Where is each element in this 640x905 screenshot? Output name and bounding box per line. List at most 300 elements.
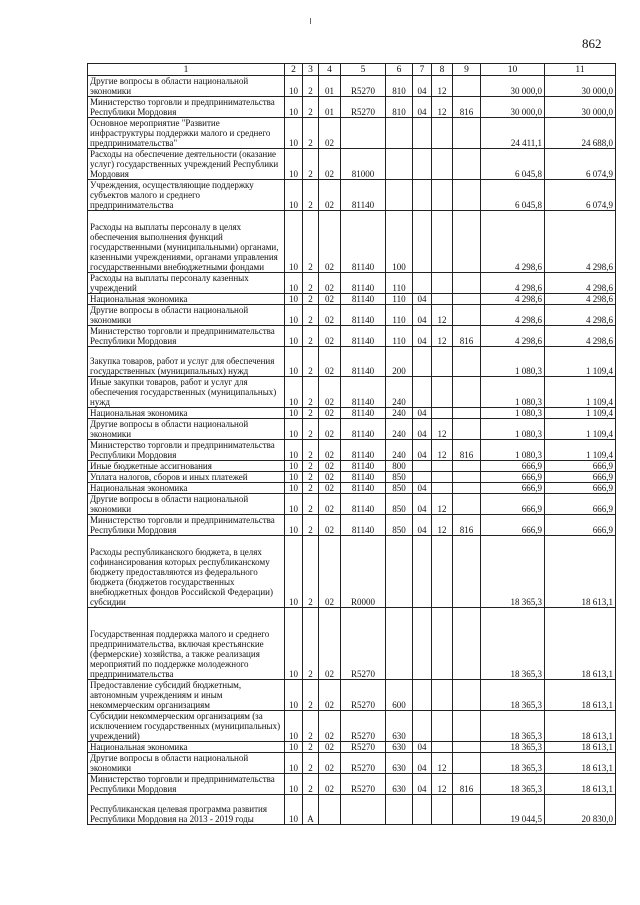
cell-col-5: 81140 [341, 494, 386, 515]
cell-col-9 [453, 608, 481, 680]
cell-col-11: 18 613,1 [545, 753, 616, 774]
cell-col-9: 816 [453, 97, 481, 118]
cell-col-11: 18 613,1 [545, 536, 616, 608]
cell-col-11: 666,9 [545, 515, 616, 536]
cell-col-3: 2 [303, 472, 319, 483]
cell-col-6: 850 [386, 472, 413, 483]
cell-col-8 [432, 461, 453, 472]
cell-col-7: 04 [413, 76, 432, 97]
cell-col-11: 666,9 [545, 483, 616, 494]
cell-col-8 [432, 795, 453, 825]
cell-col-8: 12 [432, 440, 453, 461]
cell-col-4: 02 [319, 180, 341, 211]
row-name-cell: Субсидии некоммерческим организациям (за исключением государственных (муниципальных) учреждений) [88, 711, 285, 742]
cell-col-6: 110 [386, 305, 413, 326]
table-row [88, 76, 616, 97]
cell-col-10: 666,9 [481, 494, 545, 515]
cell-col-3: 2 [303, 419, 319, 440]
table-row [88, 149, 616, 180]
cell-col-9 [453, 461, 481, 472]
cell-col-8 [432, 483, 453, 494]
cell-col-4: 02 [319, 326, 341, 347]
cell-col-11: 6 074,9 [545, 180, 616, 211]
row-name-cell: Расходы республиканского бюджета, в целях софинансирования которых республиканскому бюджету предоставляются из федерального бюджета (бюджетов государственных внебюджетных фондов Российской Федерации) субсидии [88, 536, 285, 608]
cell-col-3: 2 [303, 211, 319, 273]
cell-col-8 [432, 472, 453, 483]
cell-col-6: 810 [386, 97, 413, 118]
cell-col-6 [386, 536, 413, 608]
cell-col-3: 2 [303, 753, 319, 774]
cell-col-7 [413, 608, 432, 680]
header-cell-5: 5 [341, 64, 386, 76]
cell-col-11: 18 613,1 [545, 774, 616, 795]
cell-col-9 [453, 711, 481, 742]
cell-col-5: 81140 [341, 180, 386, 211]
header-cell-1: 1 [88, 64, 285, 76]
cell-col-8 [432, 742, 453, 753]
cell-col-8 [432, 408, 453, 419]
cell-col-3: 2 [303, 515, 319, 536]
cell-col-11: 4 298,6 [545, 273, 616, 294]
cell-col-5: 81140 [341, 461, 386, 472]
cell-col-10: 4 298,6 [481, 211, 545, 273]
cell-col-4: 02 [319, 536, 341, 608]
cell-col-9: 816 [453, 774, 481, 795]
cell-col-10: 1 080,3 [481, 408, 545, 419]
cell-col-5: 81000 [341, 149, 386, 180]
cell-col-5: 81140 [341, 326, 386, 347]
cell-col-8 [432, 211, 453, 273]
cell-col-6 [386, 795, 413, 825]
cell-col-6: 200 [386, 347, 413, 377]
cell-col-11: 6 074,9 [545, 149, 616, 180]
cell-col-4: 02 [319, 273, 341, 294]
cell-col-10: 666,9 [481, 472, 545, 483]
row-name-cell: Национальная экономика [88, 742, 285, 753]
cell-col-5: R5270 [341, 774, 386, 795]
cell-col-2: 10 [285, 76, 303, 97]
cell-col-10: 18 365,3 [481, 774, 545, 795]
cell-col-5: R5270 [341, 608, 386, 680]
cell-col-4: 02 [319, 711, 341, 742]
cell-col-7: 04 [413, 294, 432, 305]
cell-col-6 [386, 608, 413, 680]
cell-col-5: R0000 [341, 536, 386, 608]
cell-col-7: 04 [413, 494, 432, 515]
row-name-cell: Другие вопросы в области национальной экономики [88, 753, 285, 774]
cell-col-5: R5270 [341, 97, 386, 118]
row-name-cell: Расходы на выплаты персоналу в целях обеспечения выполнения функций государственными (муниципальными) органами, казенными учреждениями, органами управления государственными внебюджетными фондами [88, 211, 285, 273]
page-number: 862 [582, 36, 602, 51]
cell-col-11: 18 613,1 [545, 711, 616, 742]
cell-col-5: 81140 [341, 515, 386, 536]
header-cell-4: 4 [319, 64, 341, 76]
cell-col-4: 02 [319, 305, 341, 326]
cell-col-8 [432, 680, 453, 711]
cell-col-10: 666,9 [481, 483, 545, 494]
cell-col-6: 850 [386, 483, 413, 494]
header-cell-8: 8 [432, 64, 453, 76]
cell-col-3: А [303, 795, 319, 825]
row-name-cell: Национальная экономика [88, 408, 285, 419]
table-row [88, 680, 616, 711]
cell-col-11: 4 298,6 [545, 294, 616, 305]
cell-col-2: 10 [285, 608, 303, 680]
cell-col-7: 04 [413, 419, 432, 440]
cell-col-8 [432, 711, 453, 742]
cell-col-10: 4 298,6 [481, 294, 545, 305]
header-cell-3: 3 [303, 64, 319, 76]
cell-col-3: 2 [303, 680, 319, 711]
header-cell-10: 10 [481, 64, 545, 76]
header-cell-2: 2 [285, 64, 303, 76]
cell-col-10: 18 365,3 [481, 608, 545, 680]
cell-col-10: 666,9 [481, 515, 545, 536]
cell-col-6: 630 [386, 774, 413, 795]
table-header-row [88, 64, 616, 76]
table-row [88, 753, 616, 774]
table-row [88, 608, 616, 680]
cell-col-10: 30 000,0 [481, 97, 545, 118]
cell-col-8: 12 [432, 515, 453, 536]
cell-col-9 [453, 483, 481, 494]
table-row [88, 536, 616, 608]
cell-col-6: 240 [386, 419, 413, 440]
cell-col-9 [453, 347, 481, 377]
cell-col-4: 02 [319, 377, 341, 408]
cell-col-7 [413, 118, 432, 149]
row-name-cell: Министерство торговли и предпринимательства Республики Мордовия [88, 440, 285, 461]
cell-col-7 [413, 149, 432, 180]
cell-col-6: 630 [386, 711, 413, 742]
cell-col-2: 10 [285, 347, 303, 377]
table-row [88, 180, 616, 211]
cell-col-11: 1 109,4 [545, 377, 616, 408]
cell-col-7 [413, 377, 432, 408]
cell-col-8 [432, 294, 453, 305]
cell-col-8: 12 [432, 97, 453, 118]
cell-col-4: 02 [319, 753, 341, 774]
cell-col-10: 1 080,3 [481, 419, 545, 440]
cell-col-7 [413, 795, 432, 825]
cell-col-7 [413, 536, 432, 608]
cell-col-2: 10 [285, 180, 303, 211]
cell-col-9 [453, 377, 481, 408]
cell-col-4: 02 [319, 774, 341, 795]
table-row [88, 97, 616, 118]
cell-col-11: 4 298,6 [545, 211, 616, 273]
cell-col-9 [453, 419, 481, 440]
cell-col-10: 6 045,8 [481, 149, 545, 180]
cell-col-6: 800 [386, 461, 413, 472]
cell-col-5: R5270 [341, 76, 386, 97]
cell-col-5 [341, 795, 386, 825]
cell-col-11: 30 000,0 [545, 76, 616, 97]
cell-col-6: 110 [386, 273, 413, 294]
cell-col-3: 2 [303, 149, 319, 180]
cell-col-3: 2 [303, 294, 319, 305]
row-name-cell: Министерство торговли и предпринимательства Республики Мордовия [88, 326, 285, 347]
row-name-cell: Другие вопросы в области национальной экономики [88, 494, 285, 515]
row-name-cell: Уплата налогов, сборов и иных платежей [88, 472, 285, 483]
cell-col-4: 02 [319, 742, 341, 753]
cell-col-2: 10 [285, 211, 303, 273]
table-row [88, 774, 616, 795]
cell-col-6: 110 [386, 294, 413, 305]
cell-col-9 [453, 118, 481, 149]
table-row [88, 211, 616, 273]
cell-col-9 [453, 294, 481, 305]
row-name-cell: Закупка товаров, работ и услуг для обеспечения государственных (муниципальных) нужд [88, 347, 285, 377]
cell-col-6: 240 [386, 408, 413, 419]
cell-col-10: 18 365,3 [481, 680, 545, 711]
row-name-cell: Национальная экономика [88, 483, 285, 494]
row-name-cell: Основное мероприятие "Развитие инфраструктуры поддержки малого и среднего предпринимательства" [88, 118, 285, 149]
table-row [88, 494, 616, 515]
cell-col-2: 10 [285, 515, 303, 536]
cell-col-4: 02 [319, 294, 341, 305]
cell-col-4: 02 [319, 440, 341, 461]
cell-col-7: 04 [413, 515, 432, 536]
cell-col-9 [453, 149, 481, 180]
cell-col-3: 2 [303, 608, 319, 680]
table-row [88, 795, 616, 825]
cell-col-11: 1 109,4 [545, 347, 616, 377]
table-row [88, 472, 616, 483]
cell-col-3: 2 [303, 536, 319, 608]
cell-col-10: 666,9 [481, 461, 545, 472]
cell-col-10: 18 365,3 [481, 711, 545, 742]
row-name-cell: Министерство торговли и предпринимательства Республики Мордовия [88, 515, 285, 536]
cell-col-3: 2 [303, 483, 319, 494]
cell-col-3: 2 [303, 76, 319, 97]
cell-col-5: 81140 [341, 305, 386, 326]
cell-col-8 [432, 273, 453, 294]
cell-col-2: 10 [285, 440, 303, 461]
cell-col-5: R5270 [341, 711, 386, 742]
cell-col-3: 2 [303, 273, 319, 294]
cell-col-9 [453, 305, 481, 326]
cell-col-9 [453, 742, 481, 753]
cell-col-2: 10 [285, 774, 303, 795]
cell-col-11: 4 298,6 [545, 305, 616, 326]
cell-col-2: 10 [285, 461, 303, 472]
table-row [88, 440, 616, 461]
cell-col-3: 2 [303, 305, 319, 326]
table-row [88, 742, 616, 753]
cell-col-5: R5270 [341, 753, 386, 774]
cell-col-4: 02 [319, 494, 341, 515]
cell-col-11: 666,9 [545, 472, 616, 483]
cell-col-6: 630 [386, 753, 413, 774]
table-row [88, 347, 616, 377]
table-row [88, 326, 616, 347]
cell-col-4: 02 [319, 515, 341, 536]
cell-col-9: 816 [453, 440, 481, 461]
cell-col-8 [432, 608, 453, 680]
cell-col-7 [413, 211, 432, 273]
cell-col-2: 10 [285, 536, 303, 608]
cell-col-11: 20 830,0 [545, 795, 616, 825]
cell-col-3: 2 [303, 461, 319, 472]
cell-col-11: 1 109,4 [545, 440, 616, 461]
cell-col-8: 12 [432, 494, 453, 515]
row-name-cell: Национальная экономика [88, 294, 285, 305]
cell-col-2: 10 [285, 149, 303, 180]
cell-col-11: 1 109,4 [545, 408, 616, 419]
cell-col-11: 18 613,1 [545, 742, 616, 753]
cell-col-7 [413, 680, 432, 711]
cell-col-9 [453, 680, 481, 711]
cell-col-5: 81140 [341, 472, 386, 483]
cell-col-2: 10 [285, 377, 303, 408]
cell-col-4: 02 [319, 608, 341, 680]
cell-col-5: 81140 [341, 273, 386, 294]
cell-col-4: 02 [319, 347, 341, 377]
cell-col-2: 10 [285, 408, 303, 419]
cell-col-11: 30 000,0 [545, 97, 616, 118]
cell-col-9 [453, 273, 481, 294]
cell-col-6 [386, 180, 413, 211]
cell-col-2: 10 [285, 97, 303, 118]
cell-col-5: 81140 [341, 440, 386, 461]
cell-col-10: 19 044,5 [481, 795, 545, 825]
cell-col-3: 2 [303, 408, 319, 419]
cell-col-10: 18 365,3 [481, 753, 545, 774]
cell-col-7: 04 [413, 753, 432, 774]
cell-col-7 [413, 472, 432, 483]
cell-col-2: 10 [285, 305, 303, 326]
cell-col-9: 816 [453, 515, 481, 536]
cell-col-10: 1 080,3 [481, 377, 545, 408]
cell-col-6: 600 [386, 680, 413, 711]
cell-col-3: 2 [303, 774, 319, 795]
cell-col-7 [413, 180, 432, 211]
table-row [88, 377, 616, 408]
cell-col-2: 10 [285, 326, 303, 347]
header-cell-6: 6 [386, 64, 413, 76]
header-cell-7: 7 [413, 64, 432, 76]
table-row [88, 483, 616, 494]
cell-col-10: 24 411,1 [481, 118, 545, 149]
cell-col-8: 12 [432, 753, 453, 774]
cell-col-6: 810 [386, 76, 413, 97]
cell-col-2: 10 [285, 419, 303, 440]
cell-col-4: 02 [319, 680, 341, 711]
cell-col-8 [432, 377, 453, 408]
cell-col-9 [453, 753, 481, 774]
row-name-cell: Иные закупки товаров, работ и услуг для обеспечения государственных (муниципальных) нужд [88, 377, 285, 408]
cell-col-10: 18 365,3 [481, 536, 545, 608]
row-name-cell: Учреждения, осуществляющие поддержку субъектов малого и среднего предпринимательства [88, 180, 285, 211]
cell-col-11: 4 298,6 [545, 326, 616, 347]
cell-col-4: 02 [319, 472, 341, 483]
row-name-cell: Расходы на обеспечение деятельности (оказание услуг) государственных учреждений Республики Мордовия [88, 149, 285, 180]
cell-col-4: 02 [319, 408, 341, 419]
table-row [88, 273, 616, 294]
cell-col-4: 02 [319, 419, 341, 440]
budget-table [87, 63, 616, 825]
cell-col-7 [413, 347, 432, 377]
cell-col-3: 2 [303, 440, 319, 461]
cell-col-8: 12 [432, 774, 453, 795]
cell-col-5: 81140 [341, 347, 386, 377]
cell-col-8: 12 [432, 326, 453, 347]
row-name-cell: Расходы на выплаты персоналу казенных учреждений [88, 273, 285, 294]
cell-col-9 [453, 494, 481, 515]
cell-col-4: 02 [319, 149, 341, 180]
cell-col-7: 04 [413, 440, 432, 461]
table-row [88, 461, 616, 472]
cell-col-10: 1 080,3 [481, 347, 545, 377]
cell-col-10: 4 298,6 [481, 326, 545, 347]
cell-col-8 [432, 180, 453, 211]
cell-col-11: 24 688,0 [545, 118, 616, 149]
cell-col-2: 10 [285, 273, 303, 294]
cell-col-7: 04 [413, 408, 432, 419]
table-row [88, 294, 616, 305]
row-name-cell: Республиканская целевая программа развития Республики Мордовия на 2013 - 2019 годы [88, 795, 285, 825]
cell-col-5: 81140 [341, 211, 386, 273]
cell-col-11: 18 613,1 [545, 680, 616, 711]
cell-col-4: 02 [319, 118, 341, 149]
cell-col-8 [432, 536, 453, 608]
row-name-cell: Предоставление субсидий бюджетным, автономным учреждениям и иным некоммерческим организациям [88, 680, 285, 711]
cell-col-3: 2 [303, 494, 319, 515]
cell-col-10: 4 298,6 [481, 273, 545, 294]
cell-col-2: 10 [285, 494, 303, 515]
cell-col-3: 2 [303, 377, 319, 408]
cell-col-6 [386, 149, 413, 180]
cell-col-5 [341, 118, 386, 149]
cell-col-9 [453, 472, 481, 483]
cell-col-6: 240 [386, 377, 413, 408]
cell-col-7 [413, 273, 432, 294]
cell-col-4: 02 [319, 483, 341, 494]
cell-col-7: 04 [413, 305, 432, 326]
cell-col-7: 04 [413, 742, 432, 753]
cell-col-5: 81140 [341, 419, 386, 440]
cell-col-4: 02 [319, 211, 341, 273]
cell-col-7: 04 [413, 774, 432, 795]
table-row [88, 711, 616, 742]
cell-col-2: 10 [285, 680, 303, 711]
cell-col-11: 666,9 [545, 494, 616, 515]
cell-col-7 [413, 711, 432, 742]
cell-col-8: 12 [432, 76, 453, 97]
cell-col-3: 2 [303, 742, 319, 753]
cell-col-6: 630 [386, 742, 413, 753]
row-name-cell: Другие вопросы в области национальной экономики [88, 419, 285, 440]
cell-col-4: 02 [319, 461, 341, 472]
cell-col-10: 4 298,6 [481, 305, 545, 326]
cell-col-8 [432, 149, 453, 180]
cell-col-2: 10 [285, 118, 303, 149]
cell-col-7: 04 [413, 483, 432, 494]
cell-col-10: 30 000,0 [481, 76, 545, 97]
cell-col-8 [432, 347, 453, 377]
header-cell-9: 9 [453, 64, 481, 76]
cell-col-3: 2 [303, 326, 319, 347]
row-name-cell: Министерство торговли и предпринимательства Республики Мордовия [88, 97, 285, 118]
cell-col-10: 6 045,8 [481, 180, 545, 211]
cell-col-5: 81140 [341, 377, 386, 408]
cell-col-2: 10 [285, 294, 303, 305]
cell-col-7: 04 [413, 326, 432, 347]
cell-col-6: 110 [386, 326, 413, 347]
cell-col-2: 10 [285, 742, 303, 753]
row-name-cell: Иные бюджетные ассигнования [88, 461, 285, 472]
